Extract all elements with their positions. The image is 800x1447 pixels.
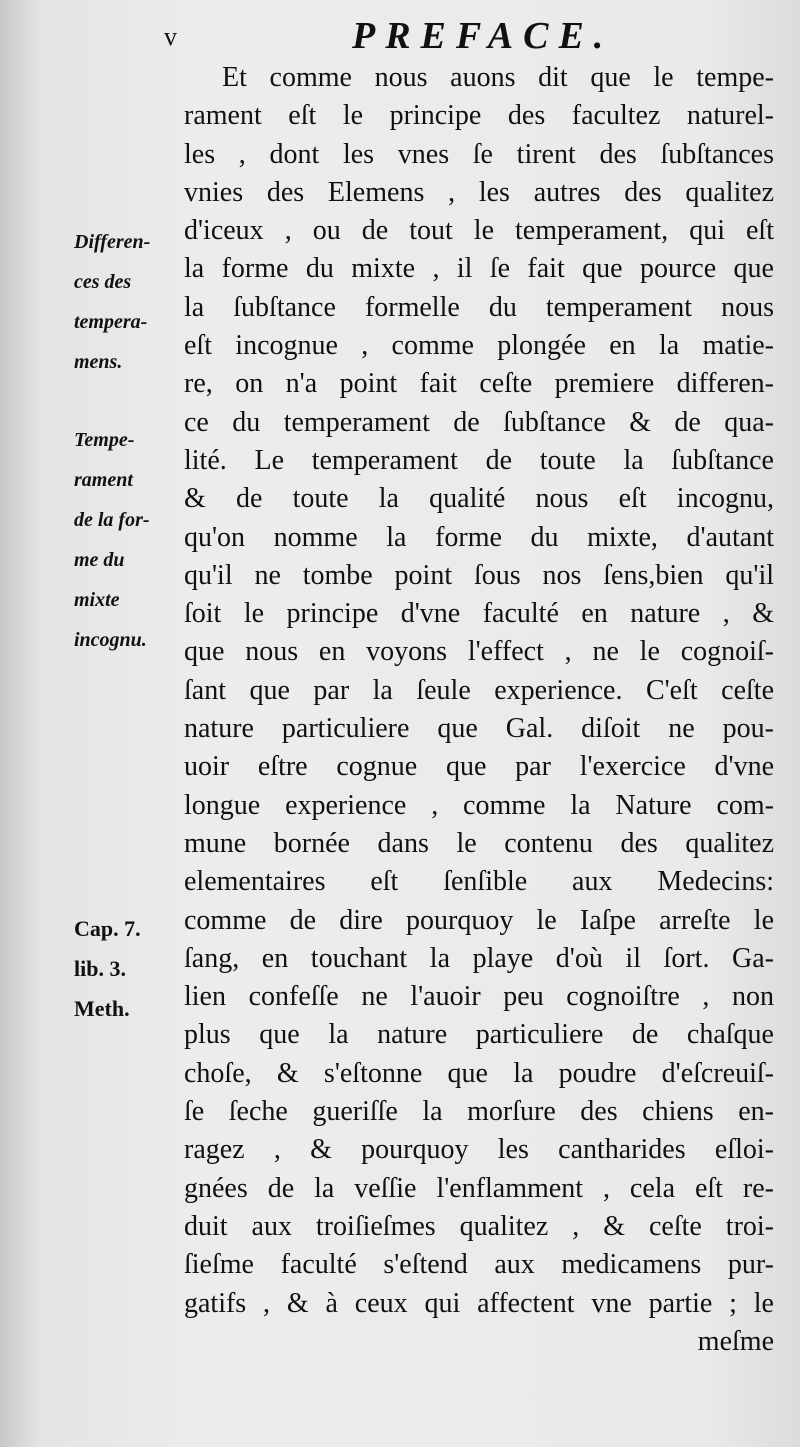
text-line: gnées de la veſſie l'enflamment , cela eſt re- (184, 1172, 774, 1204)
page-signature-mark: v (164, 22, 177, 51)
margin-note-line: tempera- (74, 311, 148, 333)
text-line: gatifs , & à ceux qui affectent vne partie ; le (184, 1287, 774, 1319)
margin-note-line: lib. 3. (74, 956, 126, 981)
margin-note-line: mens. (74, 351, 123, 373)
text-line: elementaires eſt ſenſible aux Medecins: (184, 866, 774, 898)
text-line: la ſubſtance formelle du temperament nous (184, 291, 774, 323)
text-line: ſieſme faculté s'eſtend aux medicamens pur- (184, 1249, 774, 1281)
text-line: eſt incognue , comme plongée en la matie- (184, 330, 774, 362)
margin-note-line: Meth. (74, 996, 130, 1021)
margin-note-line: Tempe- (74, 429, 135, 451)
text-line: ſang, en touchant la playe d'où il ſort. Ga- (184, 942, 774, 974)
margin-note-differences (74, 222, 150, 382)
margin-note-reference (74, 909, 141, 1029)
text-line: mune bornée dans le contenu des qualitez (184, 827, 774, 859)
running-head-title: PREFACE. (352, 15, 614, 57)
text-line: plus que la nature particuliere de chaſque (184, 1019, 774, 1051)
text-line: qu'il ne tombe point ſous nos ſens,bien qu'il (184, 559, 774, 591)
margin-note-line: ces des (74, 271, 132, 293)
text-line: longue experience , comme la Nature com- (184, 789, 774, 821)
text-line: Et comme nous auons dit que le tempe- (222, 62, 774, 93)
text-line: re, on n'a point fait ceſte premiere differen- (184, 368, 774, 400)
text-line: les , dont les vnes ſe tirent des ſubſtances (184, 138, 774, 170)
text-line: uoir eſtre cognue que par l'exercice d'vne (184, 751, 774, 783)
text-line: ſe ſeche gueriſſe la morſure des chiens en- (184, 1096, 774, 1128)
margin-note-line: mixte (74, 589, 120, 611)
margin-note-line: Differen- (74, 231, 151, 253)
text-line: la forme du mixte , il ſe fait que pource que (184, 253, 774, 285)
text-line: ce du temperament de ſubſtance & de qua- (184, 406, 774, 438)
text-line: ragez , & pourquoy les cantharides eſloi- (184, 1134, 774, 1166)
margin-note-line: de la for- (74, 509, 150, 531)
margin-note-line: incognu. (74, 629, 147, 651)
text-line: rament eſt le principe des facultez naturel- (184, 100, 774, 132)
text-line: choſe, & s'eſtonne que la poudre d'eſcreuiſ- (184, 1057, 774, 1089)
body-text (184, 59, 774, 1361)
text-line: lien confeſſe ne l'auoir peu cognoiſtre , non (184, 981, 774, 1013)
margin-note-line: rament (74, 469, 133, 491)
text-line: ſant que par la ſeule experience. C'eſt ceſte (184, 674, 774, 706)
margin-note-temperament (74, 420, 150, 660)
text-line: ſoit le principe d'vne faculté en nature , & (184, 598, 774, 630)
text-line: comme de dire pourquoy le Iaſpe arreſte le (184, 904, 774, 936)
text-line: vnies des Elemens , les autres des qualitez (184, 176, 774, 208)
text-line: d'iceux , ou de tout le temperament, qui eſt (184, 215, 774, 247)
text-line: duit aux troiſieſmes qualitez , & ceſte troi- (184, 1210, 774, 1242)
text-line: nature particuliere que Gal. diſoit ne pou- (184, 713, 774, 745)
margin-note-line: Cap. 7. (74, 916, 141, 941)
text-line: qu'on nomme la forme du mixte, d'autant (184, 521, 774, 553)
text-line: que nous en voyons l'effect , ne le cognoiſ- (184, 636, 774, 668)
text-line: lité. Le temperament de toute la ſubſtance (184, 444, 774, 476)
margin-note-line: me du (74, 549, 125, 571)
catchword: meſme (697, 1325, 774, 1357)
text-line: & de toute la qualité nous eſt incognu, (184, 483, 774, 515)
